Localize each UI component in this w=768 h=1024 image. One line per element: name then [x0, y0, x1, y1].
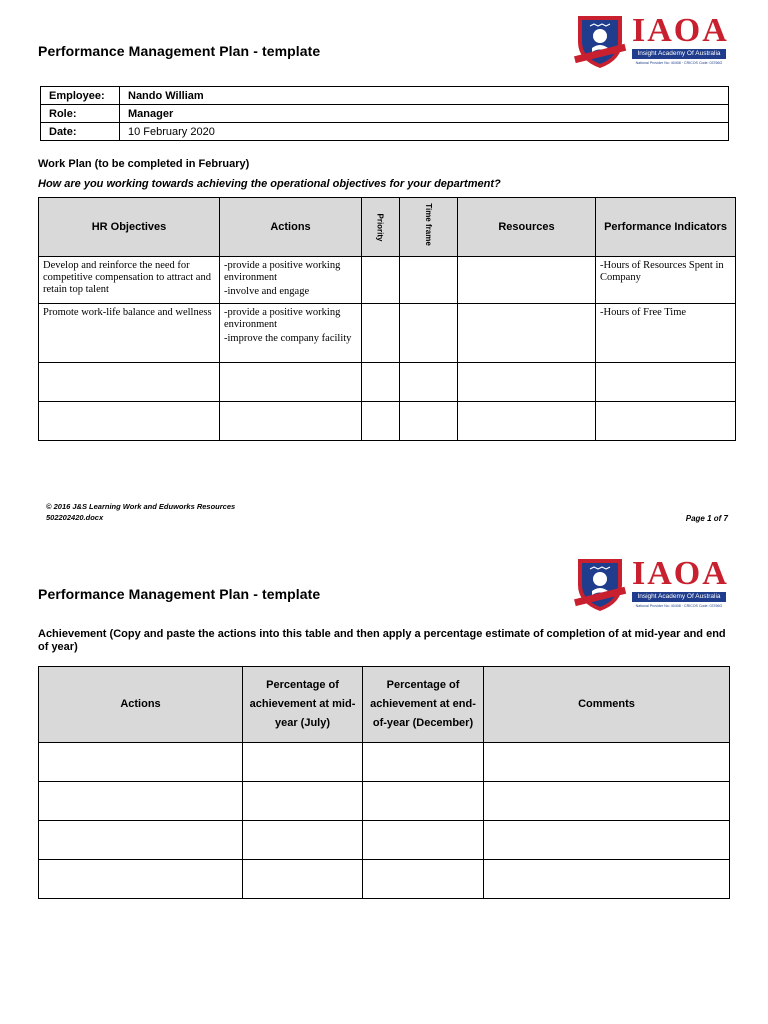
- actions-cell: [220, 257, 362, 304]
- achievement-table: [38, 666, 730, 899]
- actions-cell: [220, 304, 362, 363]
- priority-cell: [362, 257, 400, 304]
- header-resources: Resources: [458, 198, 596, 257]
- footer-copyright: © 2016 J&S Learning Work and Eduworks Resources: [46, 502, 236, 511]
- table-row: [39, 402, 736, 441]
- time-frame-label: Time frame: [423, 203, 433, 246]
- indicator-cell: -Hours of Resources Spent in Company: [596, 257, 736, 304]
- shield-icon: [570, 12, 630, 70]
- work-plan-table: [38, 197, 736, 441]
- header-hr-objectives: HR Objectives: [39, 198, 220, 257]
- table-row: [41, 87, 729, 105]
- action-item: -provide a positive working environment: [224, 307, 341, 330]
- logo-tagline: Insight Academy Of Australia: [632, 49, 726, 59]
- action-item: -improve the company facility: [224, 333, 352, 344]
- employee-info-table: [40, 86, 729, 141]
- role-label: Role:: [41, 105, 120, 123]
- resources-cell: [458, 257, 596, 304]
- header-mid-year: Percentage of achievement at mid-year (July): [243, 667, 363, 743]
- table-row: [39, 782, 730, 821]
- time-frame-cell: [400, 304, 458, 363]
- table-row: [39, 860, 730, 899]
- table-row: [39, 304, 736, 363]
- indicator-cell: -Hours of Free Time: [596, 304, 736, 363]
- action-item: -involve and engage: [224, 286, 310, 297]
- logo-tagline: Insight Academy Of Australia: [632, 592, 726, 602]
- objective-cell: Develop and reinforce the need for competitive compensation to attract and retain top talent: [39, 257, 220, 304]
- header-end-year: Percentage of achievement at end-of-year (December): [363, 667, 484, 743]
- header-performance-indicators: Performance Indicators: [596, 198, 736, 257]
- logo-brand: IAOA: [632, 555, 729, 592]
- table-row: [41, 105, 729, 123]
- table-header-row: [39, 198, 736, 257]
- priority-label: Priority: [375, 213, 385, 242]
- action-item: -provide a positive working environment: [224, 260, 341, 283]
- page-title: Performance Management Plan - template: [38, 43, 321, 59]
- header-time-frame: [400, 198, 458, 257]
- resources-cell: [458, 304, 596, 363]
- logo-registration: National Provider No: 40408 · CRICOS Code: 03766G: [635, 604, 723, 608]
- logo-brand: IAOA: [632, 12, 729, 49]
- footer: [46, 501, 235, 523]
- shield-icon: [570, 555, 630, 613]
- header-actions: Actions: [220, 198, 362, 257]
- role-value: Manager: [120, 105, 729, 123]
- table-row: [41, 123, 729, 141]
- date-label: Date:: [41, 123, 120, 141]
- table-header-row: [39, 667, 730, 743]
- logo: [568, 555, 728, 613]
- objective-cell: Promote work-life balance and wellness: [39, 304, 220, 363]
- footer-filename: 502202420.docx: [46, 513, 104, 522]
- employee-value: Nando William: [120, 87, 729, 105]
- employee-label: Employee:: [41, 87, 120, 105]
- time-frame-cell: [400, 257, 458, 304]
- work-plan-label: Work Plan (to be completed in February): [38, 158, 250, 170]
- header-priority: [362, 198, 400, 257]
- header-actions: Actions: [39, 667, 243, 743]
- logo: [568, 12, 728, 70]
- table-row: [39, 743, 730, 782]
- header-comments: Comments: [484, 667, 730, 743]
- logo-registration: National Provider No: 40408 · CRICOS Code: 03766G: [635, 61, 723, 65]
- footer-page-number: Page 1 of 7: [685, 514, 728, 523]
- priority-cell: [362, 304, 400, 363]
- table-row: [39, 821, 730, 860]
- achievement-label: Achievement (Copy and paste the actions into this table and then apply a percentage estimate of completion of at mid-year and end of year): [38, 628, 726, 653]
- work-plan-question: How are you working towards achieving the operational objectives for your department?: [38, 178, 501, 190]
- table-row: [39, 257, 736, 304]
- date-value: 10 February 2020: [120, 123, 729, 141]
- table-row: [39, 363, 736, 402]
- page-title: Performance Management Plan - template: [38, 586, 321, 602]
